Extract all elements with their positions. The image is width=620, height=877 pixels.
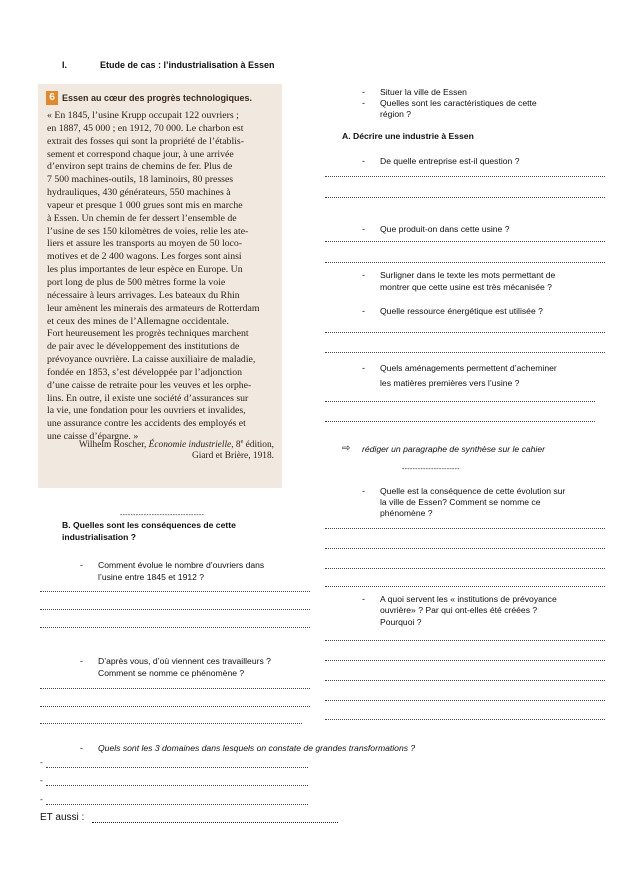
- source-text-line: « En 1845, l’usine Krupp occupait 122 ouvriers ;: [47, 110, 239, 121]
- et-aussi-label: ET aussi :: [40, 812, 85, 823]
- answer-line[interactable]: [40, 723, 302, 724]
- et-aussi-answer-line[interactable]: [92, 822, 338, 823]
- question-origine-cont: Comment se nomme ce phénomène ?: [98, 668, 245, 678]
- source-text-line: une assurance contre les accidents des employés et: [47, 418, 246, 430]
- source-text-line: une caisse d’épargne. »: [47, 431, 139, 443]
- question-institutions-cont: Pourquoi ?: [380, 617, 422, 627]
- section-b-title: B. Quelles sont les conséquences de cette: [62, 520, 236, 530]
- bullet: -: [362, 306, 365, 316]
- citation-edition: , 8: [231, 440, 241, 451]
- bullet: -: [362, 363, 365, 373]
- question-souligner-cont: montrer que cette usine est très mécanisée ?: [380, 282, 552, 292]
- bullet: -: [362, 224, 365, 234]
- answer-line[interactable]: [325, 700, 605, 701]
- source-number-badge: 6: [46, 91, 58, 105]
- section-a-title: A. Décrire une industrie à Essen: [342, 131, 474, 141]
- question-institutions: A quoi servent les « institutions de prévoyance: [380, 594, 557, 604]
- bullet: -: [362, 87, 365, 97]
- question-amenagements-cont: les matières premières vers l’usine ?: [380, 378, 520, 388]
- answer-line[interactable]: [325, 586, 605, 587]
- citation-work: Économie industrielle: [148, 440, 232, 451]
- answer-line[interactable]: [325, 660, 605, 661]
- question-entreprise: De quelle entreprise est-il question ?: [380, 156, 520, 166]
- source-text-line: lins. En outre, il existe une société d’assurances sur: [47, 392, 249, 404]
- answer-line[interactable]: [40, 591, 310, 592]
- task-synthese: rédiger un paragraphe de synthèse sur le cahier: [362, 444, 545, 454]
- source-text-line: vapeur et presque 1 000 grues sont mis en marche: [47, 199, 243, 211]
- source-text-line: d’environ sept trains de chemins de fer. Plus de: [47, 161, 233, 173]
- answer-line[interactable]: [325, 176, 605, 177]
- source-text-line: et ceux des mines de l’Allemagne occidentale.: [47, 315, 229, 327]
- answer-line[interactable]: [46, 804, 308, 805]
- answer-line[interactable]: [325, 548, 605, 549]
- question-consequence: Quelle est la conséquence de cette évolution sur: [380, 486, 566, 496]
- question-consequence-cont: phénomène ?: [380, 508, 433, 518]
- bullet: -: [362, 270, 365, 280]
- source-text-line: les plus importantes de leur espèce en Europe. Un: [47, 264, 243, 276]
- question-evolution-cont: l’usine entre 1845 et 1912 ?: [98, 572, 205, 582]
- source-document-card: [38, 84, 282, 488]
- source-text-line: extrait des fosses qui sont la propriété de l’établis-: [47, 135, 244, 147]
- source-text-line: fondée en 1853, s’est développée par l’adjonction: [47, 366, 243, 378]
- source-text-line: à Essen. Un chemin de fer dessert l’ensemble de: [47, 212, 237, 224]
- citation-rest: édition,: [243, 440, 274, 451]
- citation-sup: e: [240, 439, 244, 445]
- answer-line[interactable]: [325, 421, 595, 422]
- source-text-line: prévoyance ouvrière. La caisse auxiliaire de maladie,: [47, 354, 256, 366]
- separator: ----------------------: [402, 466, 460, 473]
- source-text-line: hydrauliques, 430 générateurs, 550 machines à: [47, 187, 231, 199]
- answer-line[interactable]: [325, 568, 605, 569]
- source-text-line: nécessaire à leurs arrivages. Les bateaux du Rhin: [47, 289, 240, 301]
- source-text-line: l’usine de ses 150 kilomètres de voies, relie les ate-: [47, 225, 249, 237]
- answer-line[interactable]: [325, 241, 605, 242]
- bullet: -: [80, 743, 83, 753]
- source-title: Essen au cœur des progrès technologiques.: [62, 93, 253, 103]
- answer-line[interactable]: [40, 688, 310, 689]
- answer-line[interactable]: [325, 352, 605, 353]
- answer-line[interactable]: [40, 706, 310, 707]
- source-text: [47, 110, 277, 444]
- question-caracteristiques-cont: région ?: [380, 109, 412, 119]
- answer-line[interactable]: [325, 640, 605, 641]
- source-header: [46, 91, 276, 106]
- question-energie: Quelle ressource énergétique est utilisée ?: [380, 306, 543, 316]
- source-text-line: motives et de 2 400 wagons. Les forges sont ainsi: [47, 251, 242, 263]
- answer-line[interactable]: [325, 332, 605, 333]
- source-text-line: en 1887, 45 000 ; en 1912, 70 000. Le charbon est: [47, 122, 244, 134]
- answer-prefix: -: [40, 757, 43, 767]
- answer-line[interactable]: [325, 528, 605, 529]
- question-situer: Situer la ville de Essen: [380, 87, 467, 97]
- source-text-line: la vie, une fondation pour les ouvriers et invalides,: [47, 405, 246, 417]
- question-produit: Que produit-on dans cette usine ?: [380, 224, 510, 234]
- source-text-line: de pair avec le développement des institutions de: [47, 341, 240, 353]
- arrow-icon: ⇨: [342, 443, 351, 454]
- source-text-line: leur amènent les minerais des armateurs de Rotterdam: [47, 302, 260, 314]
- page-title: Etude de cas : l’industrialisation à Essen: [100, 60, 275, 70]
- answer-line[interactable]: [325, 262, 605, 263]
- source-text-line: sement et correspond chaque jour, à une arrivée: [47, 148, 234, 160]
- question-souligner: Surligner dans le texte les mots permettant de: [380, 270, 556, 280]
- answer-line[interactable]: [325, 719, 605, 720]
- section-b-title-cont: industrialisation ?: [62, 532, 137, 542]
- bullet: -: [362, 98, 365, 108]
- question-consequence-cont: la ville de Essen? Comment se nomme ce: [380, 497, 541, 507]
- separator: --------------------------------: [120, 512, 205, 519]
- answer-line[interactable]: [46, 785, 308, 786]
- bullet: -: [362, 594, 365, 604]
- source-text-line: 7 500 machines-outils, 18 laminoirs, 80 presses: [47, 174, 234, 186]
- bullet: -: [362, 486, 365, 496]
- source-text-line: Fort heureusement les progrès techniques marchent: [47, 328, 249, 340]
- answer-line[interactable]: [325, 197, 605, 198]
- answer-prefix: -: [40, 794, 43, 804]
- bullet: -: [80, 560, 83, 570]
- answer-prefix: -: [40, 775, 43, 785]
- source-text-line: port long de plus de 500 mètres forme la voie: [47, 276, 226, 288]
- bullet: -: [362, 156, 365, 166]
- answer-line[interactable]: [40, 627, 310, 628]
- section-number: I.: [62, 60, 68, 70]
- answer-line[interactable]: [40, 609, 310, 610]
- question-origine: D’après vous, d’où viennent ces travailleurs ?: [98, 656, 271, 666]
- source-publisher: Giard et Brière, 1918.: [191, 451, 274, 461]
- source-text-line: d’une caisse de retraite pour les veuves et les orphe-: [47, 379, 252, 391]
- bullet: -: [80, 656, 83, 666]
- question-institutions-cont: ouvrière» ? Par qui ont-elles été créées ?: [380, 605, 538, 615]
- question-evolution: Comment évolue le nombre d’ouvriers dans: [98, 560, 265, 570]
- question-amenagements: Quels aménagements permettent d’acheminer: [380, 363, 557, 373]
- question-domaines: Quels sont les 3 domaines dans lesquels on constate de grandes transformations ?: [98, 743, 416, 753]
- answer-line[interactable]: [325, 680, 605, 681]
- question-caracteristiques: Quelles sont les caractéristiques de cette: [380, 98, 537, 108]
- citation-author: Wilhelm Roscher,: [78, 440, 149, 451]
- answer-line[interactable]: [325, 401, 595, 402]
- answer-line[interactable]: [46, 767, 308, 768]
- source-text-line: liers et assure les transports au moyen de 50 loco-: [47, 238, 243, 250]
